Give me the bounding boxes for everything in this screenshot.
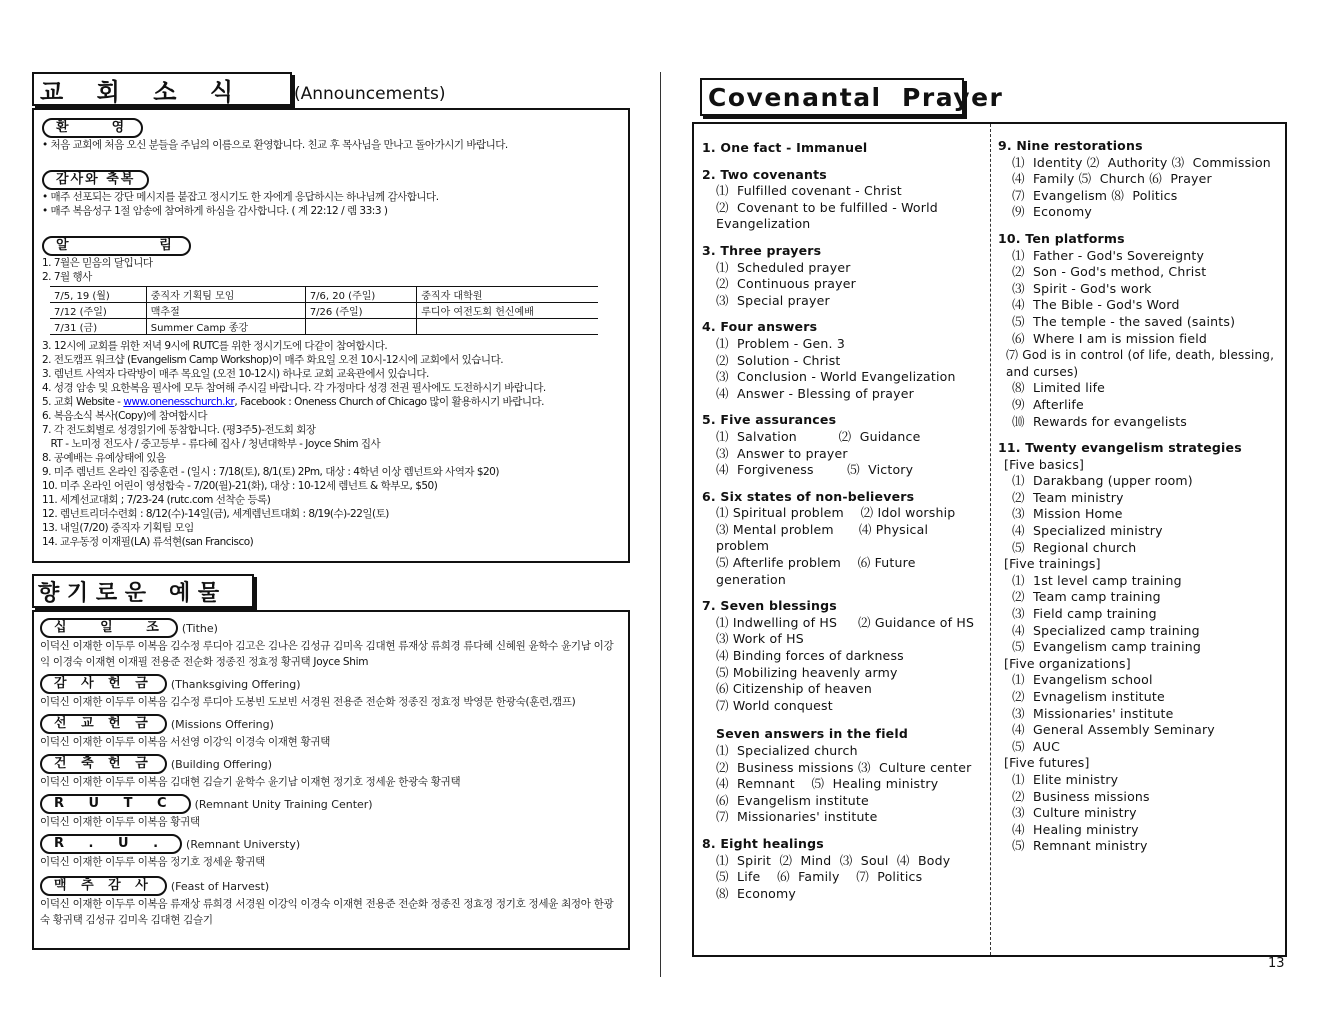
prayer-item: ⑸ Life ⑹ Family ⑺ Politics <box>716 869 923 885</box>
offering-label: 건 축 헌 금 <box>40 754 167 774</box>
prayer-item: ⑷ Forgiveness ⑸ Victory <box>716 462 914 478</box>
prayer-item: ⑷ Family ⑸ Church ⑹ Prayer <box>1012 171 1212 187</box>
welcome-label: 환 영 <box>42 118 143 138</box>
prayer-item: ⑻ Limited life <box>1012 380 1106 396</box>
prayer-column-left <box>702 140 982 902</box>
prayer-item: ⑶ Culture ministry <box>1012 805 1137 821</box>
prayer-item: ⑵ Son - God's method, Christ <box>1012 264 1207 280</box>
prayer-item: ⑷ Specialized ministry <box>1012 523 1163 539</box>
notice-item: 8. 공예배는 유예상태에 있음 <box>42 452 166 464</box>
prayer-item: ⑷ Remnant ⑸ Healing ministry <box>716 776 939 792</box>
offering-block <box>40 674 622 710</box>
schedule-cell <box>305 319 416 335</box>
thanks-line: • 매주 복음성구 1절 암송에 참여하게 하심을 감사합니다. ( 계 22:12 / 렘 33:3 ) <box>42 205 388 217</box>
notice-item: 11. 세계선교대회 ; 7/23-24 (rutc.com 선착순 등록) <box>42 494 271 506</box>
offering-en: (Remnant Universty) <box>186 837 301 851</box>
prayer-item: ⑶ Mental problem ⑷ Physical problem <box>716 521 933 554</box>
website-link[interactable]: www.onenesschurch.kr <box>123 396 235 408</box>
schedule-cell: 중직자 기획팀 모임 <box>146 287 305 303</box>
announcements-panel <box>32 108 630 563</box>
offerings-panel <box>32 610 630 950</box>
prayer-item: ⑴ Specialized church <box>716 743 858 758</box>
prayer-item: ⑺ Evangelism ⑻ Politics <box>1012 187 1178 203</box>
notice-line: 1. 7월은 믿음의 달입니다 <box>42 257 153 269</box>
offering-title <box>32 574 254 608</box>
prayer-item: ⑶ Work of HS <box>716 631 804 647</box>
offering-title-text: 향 기 로 운 예 물 <box>38 580 220 606</box>
prayer-item: ⑶ Spirit - God's work <box>1012 280 1152 296</box>
prayer-item: ⑵ Continuous prayer <box>716 276 856 292</box>
prayer-item: ⑵ Solution - Christ <box>716 352 841 368</box>
offering-names: 이덕신 이재한 이두루 이복음 정기호 정세윤 황귀택 <box>40 856 265 868</box>
offering-en: (Thanksgiving Offering) <box>170 677 301 691</box>
offering-block <box>40 834 622 870</box>
schedule-cell: 7/5, 19 (월) <box>50 287 146 303</box>
prayer-item: ⑷ The Bible - God's Word <box>1012 297 1180 313</box>
schedule-table <box>50 286 598 335</box>
prayer-item: ⑶ Mission Home <box>1012 506 1123 522</box>
prayer-item: ⑴ Scheduled prayer <box>716 259 851 275</box>
offering-en: (Tithe) <box>181 621 218 635</box>
offering-names: 이덕신 이재한 이두루 이복음 서선영 이강익 이경숙 이재현 황귀택 <box>40 736 331 748</box>
column-divider <box>990 124 991 955</box>
prayer-item: ⑶ Answer to prayer <box>716 445 848 461</box>
notice-item-website <box>42 395 620 409</box>
notice-item: 9. 미주 렘넌트 온라인 집중훈련 - (일시 : 7/18(토), 8/1(토) 2Pm, 대상 : 4학년 이상 렘넌트와 사역자 $20) <box>42 466 499 478</box>
prayer-item: ⑴ Indwelling of HS ⑵ Guidance of HS <box>716 614 975 630</box>
prayer-item: ⑴ Darakbang (upper room) <box>1012 473 1193 489</box>
page-number: 13 <box>1268 956 1285 971</box>
announcements-subtitle: (Announcements) <box>294 84 446 104</box>
prayer-group-label: [Five organizations] <box>1004 655 1131 671</box>
covenantal-prayer-title-text: Covenantal Prayer <box>708 82 1004 112</box>
offering-label: 감 사 헌 금 <box>40 674 167 694</box>
schedule-cell: 중직자 대학원 <box>417 287 598 303</box>
prayer-item: ⑴ Identity ⑵ Authority ⑶ Commission <box>1012 154 1271 170</box>
prayer-heading: 7. Seven blessings <box>702 598 837 614</box>
offering-names: 이덕신 이재한 이두루 이복음 황귀택 <box>40 816 200 828</box>
prayer-item: ⑸ Remnant ministry <box>1012 838 1148 854</box>
announcements-title <box>32 72 292 106</box>
notice-section <box>42 234 620 549</box>
prayer-item: ⑴ 1st level camp training <box>1012 572 1182 588</box>
thanks-line: • 매주 선포되는 강단 메시지를 붙잡고 정시기도 한 자에게 응답하시는 하나님께 감사합니다. <box>42 191 439 203</box>
offering-names: 이덕신 이재한 이두루 이복음 류재상 류희경 서경원 이강익 이경숙 이재현 전용준 전순화 정종진 정효정 정기호 정세윤 최정아 한광숙 황귀택 김성규 김미옥 김대현 김슬기 <box>40 898 614 926</box>
offering-label: 선 교 헌 금 <box>40 714 167 734</box>
offering-en: (Missions Offering) <box>170 717 274 731</box>
offering-en: (Building Offering) <box>170 757 273 771</box>
prayer-item: ⑷ Binding forces of darkness <box>716 648 904 664</box>
prayer-item: ⑶ Special prayer <box>716 292 830 308</box>
offering-en: (Remnant Unity Training Center) <box>194 797 373 811</box>
notice-item: 13. 내일(7/20) 중직자 기획팀 모임 <box>42 522 194 534</box>
schedule-cell: Summer Camp 종강 <box>146 319 305 335</box>
offering-names: 이덕신 이재한 이두루 이복음 김수정 루디아 도봉빈 도보빈 서경원 전용준 전순화 정종진 정효정 박영문 한광숙(훈련,캠프) <box>40 696 576 708</box>
prayer-item: ⑸ Afterlife problem ⑹ Future generation <box>716 555 920 587</box>
prayer-item: ⑸ Evangelism camp training <box>1012 639 1201 655</box>
prayer-item: ⑼ Afterlife <box>1012 396 1084 412</box>
prayer-item: ⑴ Spirit ⑵ Mind ⑶ Soul ⑷ Body <box>716 852 951 868</box>
prayer-item: ⑶ Field camp training <box>1012 606 1157 622</box>
schedule-cell: 루디아 여전도회 헌신예배 <box>417 303 598 319</box>
prayer-item: ⑵ Business missions <box>1012 788 1150 804</box>
prayer-item: ⑴ Spiritual problem ⑵ Idol worship <box>716 505 956 521</box>
prayer-item: ⑸ AUC <box>1012 738 1061 754</box>
covenantal-prayer-title <box>700 78 1004 116</box>
notice-label: 알 림 <box>42 236 191 256</box>
notice-item: 3. 렘넌트 사역자 다락방이 매주 목요일 (오전 10-12시) 하나로 교회 교육관에서 있습니다. <box>42 368 429 380</box>
prayer-heading: 4. Four answers <box>702 319 818 335</box>
prayer-column-right <box>998 138 1280 855</box>
prayer-heading: 11. Twenty evangelism strategies <box>998 440 1242 456</box>
prayer-item: ⑶ Conclusion - World Evangelization <box>716 369 956 385</box>
prayer-item: ⑴ Elite ministry <box>1012 771 1119 787</box>
notice-item: 10. 미주 온라인 어린이 영성합숙 - 7/20(월)-21(화), 대상 : 10-12세 렘넌트 & 학부모, $50) <box>42 480 438 492</box>
schedule-cell: 7/31 (금) <box>50 319 146 335</box>
table-row <box>50 303 598 319</box>
prayer-item: ⑹ Citizenship of heaven <box>716 681 872 697</box>
prayer-item: ⑵ Team camp training <box>1012 589 1161 605</box>
offering-en: (Feast of Harvest) <box>170 879 270 893</box>
prayer-group-label: [Five basics] <box>1004 456 1085 472</box>
prayer-item: ⑵ Covenant to be fulfilled - World Evangelization <box>716 199 943 232</box>
page-divider <box>660 72 661 977</box>
prayer-heading: 2. Two covenants <box>702 166 827 182</box>
prayer-panel <box>692 122 1287 957</box>
thanks-section <box>42 168 620 218</box>
prayer-item: ⑺ God is in control (of life, death, blessing, and curses) <box>1006 348 1275 379</box>
prayer-item: ⑷ Healing ministry <box>1012 821 1139 837</box>
prayer-item: ⑸ Mobilizing heavenly army <box>716 664 898 680</box>
prayer-item: ⑷ Answer - Blessing of prayer <box>716 385 914 401</box>
prayer-item: ⑺ Missionaries' institute <box>716 809 878 825</box>
prayer-item: ⑷ General Assembly Seminary <box>1012 722 1215 738</box>
prayer-item: ⑴ Evangelism school <box>1012 672 1153 688</box>
prayer-subheading: Seven answers in the field <box>716 726 908 742</box>
website-label: 5. 교회 Website - <box>42 396 124 408</box>
offering-label: 십 일 조 <box>40 618 178 638</box>
prayer-item: ⑸ The temple - the saved (saints) <box>1012 313 1236 329</box>
prayer-item: ⑴ Fulfilled covenant - Christ <box>716 183 902 199</box>
offering-label: 맥 추 감 사 <box>40 876 167 896</box>
offering-block <box>40 754 622 790</box>
notice-line: 2. 7월 행사 <box>42 271 92 283</box>
thanks-label: 감사와 축복 <box>42 170 149 190</box>
prayer-item: ⑶ Missionaries' institute <box>1012 705 1174 721</box>
schedule-cell <box>417 319 598 335</box>
offering-block <box>40 714 622 750</box>
prayer-item: ⑴ Salvation ⑵ Guidance <box>716 428 921 444</box>
notice-item: 2. 전도캠프 워크샵 (Evangelism Camp Workshop)이 매주 화요일 오전 10시-12시에 교회에서 있습니다. <box>42 354 504 366</box>
prayer-item: ⑸ Regional church <box>1012 539 1137 555</box>
prayer-group-label: [Five futures] <box>1004 755 1090 771</box>
prayer-item: ⑵ Evnagelism institute <box>1012 689 1165 704</box>
prayer-item: ⑴ Father - God's Sovereignty <box>1012 247 1205 263</box>
schedule-cell: 7/6, 20 (주일) <box>305 287 416 303</box>
notice-item: RT - 노미정 전도사 / 중고등부 - 류다혜 집사 / 청년대학부 - Joyce Shim 집사 <box>42 438 381 450</box>
prayer-item: ⑹ Evangelism institute <box>716 792 869 808</box>
notice-item: 12. 렘넌트리더수련회 : 8/12(수)-14일(금), 세계렘넌트대회 : 8/19(수)-22일(토) <box>42 508 389 520</box>
prayer-item: ⑹ Where I am is mission field <box>1012 330 1208 346</box>
notice-item: 7. 각 전도회별로 성경읽기에 동참합니다. (평3주5)-전도회 회장 <box>42 424 316 436</box>
prayer-group-label: [Five trainings] <box>1004 556 1101 572</box>
prayer-heading: 6. Six states of non-believers <box>702 488 915 504</box>
prayer-heading: 10. Ten platforms <box>998 230 1125 246</box>
prayer-heading: 1. One fact - Immanuel <box>702 140 868 155</box>
prayer-item: ⑻ Economy <box>716 885 797 901</box>
prayer-item: ⑽ Rewards for evangelists <box>1012 413 1188 429</box>
offering-block <box>40 618 622 670</box>
announcements-title-text: 교 회 소 식 <box>40 77 234 106</box>
notice-item: 14. 교우동정 이재필(LA) 류석현(san Francisco) <box>42 536 254 548</box>
schedule-cell: 맥추절 <box>146 303 305 319</box>
prayer-heading: 8. Eight healings <box>702 835 824 851</box>
website-rest: , Facebook : Oneness Church of Chicago 많이 활용하시기 바랍니다. <box>234 396 544 408</box>
prayer-item: ⑵ Team ministry <box>1012 489 1124 505</box>
prayer-item: ⑵ Business missions ⑶ Culture center <box>716 759 972 775</box>
offering-block <box>40 876 622 928</box>
offering-block <box>40 794 622 830</box>
prayer-heading: 3. Three prayers <box>702 242 822 258</box>
schedule-cell: 7/26 (주일) <box>305 303 416 319</box>
notice-item: 3. 12시에 교회를 위한 저녁 9시에 RUTC를 위한 정시기도에 다같이 참여합시다. <box>42 340 388 352</box>
prayer-item: ⑷ Specialized camp training <box>1012 622 1200 638</box>
welcome-section <box>42 116 620 152</box>
prayer-item: ⑼ Economy <box>1012 204 1093 220</box>
prayer-heading: 9. Nine restorations <box>998 138 1143 153</box>
table-row <box>50 287 598 303</box>
offering-label: R . U . <box>40 834 182 854</box>
prayer-item: ⑺ World conquest <box>716 697 833 713</box>
prayer-heading: 5. Five assurances <box>702 412 837 428</box>
notice-item: 6. 복음소식 복사(Copy)에 참여합시다 <box>42 410 208 422</box>
schedule-cell: 7/12 (주일) <box>50 303 146 319</box>
offering-names: 이덕신 이재한 이두루 이복음 김수정 루디아 김고은 김나은 김성규 김미옥 김대현 류재상 류희경 류다혜 신혜원 윤학수 윤기남 이강익 이경숙 이재현 이재필 전용준 전순화 정종진 정효정 황귀택 Joyce Shim <box>40 640 614 668</box>
welcome-text: • 처음 교회에 처음 오신 분들을 주님의 이름으로 환영합니다. 친교 후 목사님을 만나고 돌아가시기 바랍니다. <box>42 139 508 151</box>
offering-names: 이덕신 이재한 이두루 이복음 김대현 김슬기 윤학수 윤기남 이재현 정기호 정세윤 한광숙 황귀택 <box>40 776 461 788</box>
table-row <box>50 319 598 335</box>
prayer-item: ⑴ Problem - Gen. 3 <box>716 335 846 351</box>
offering-label: R U T C <box>40 794 191 814</box>
notice-item: 4. 성경 암송 및 요한복음 필사에 모두 참여해 주시길 바랍니다. 각 가정마다 성경 전권 필사에도 도전하시기 바랍니다. <box>42 382 546 394</box>
